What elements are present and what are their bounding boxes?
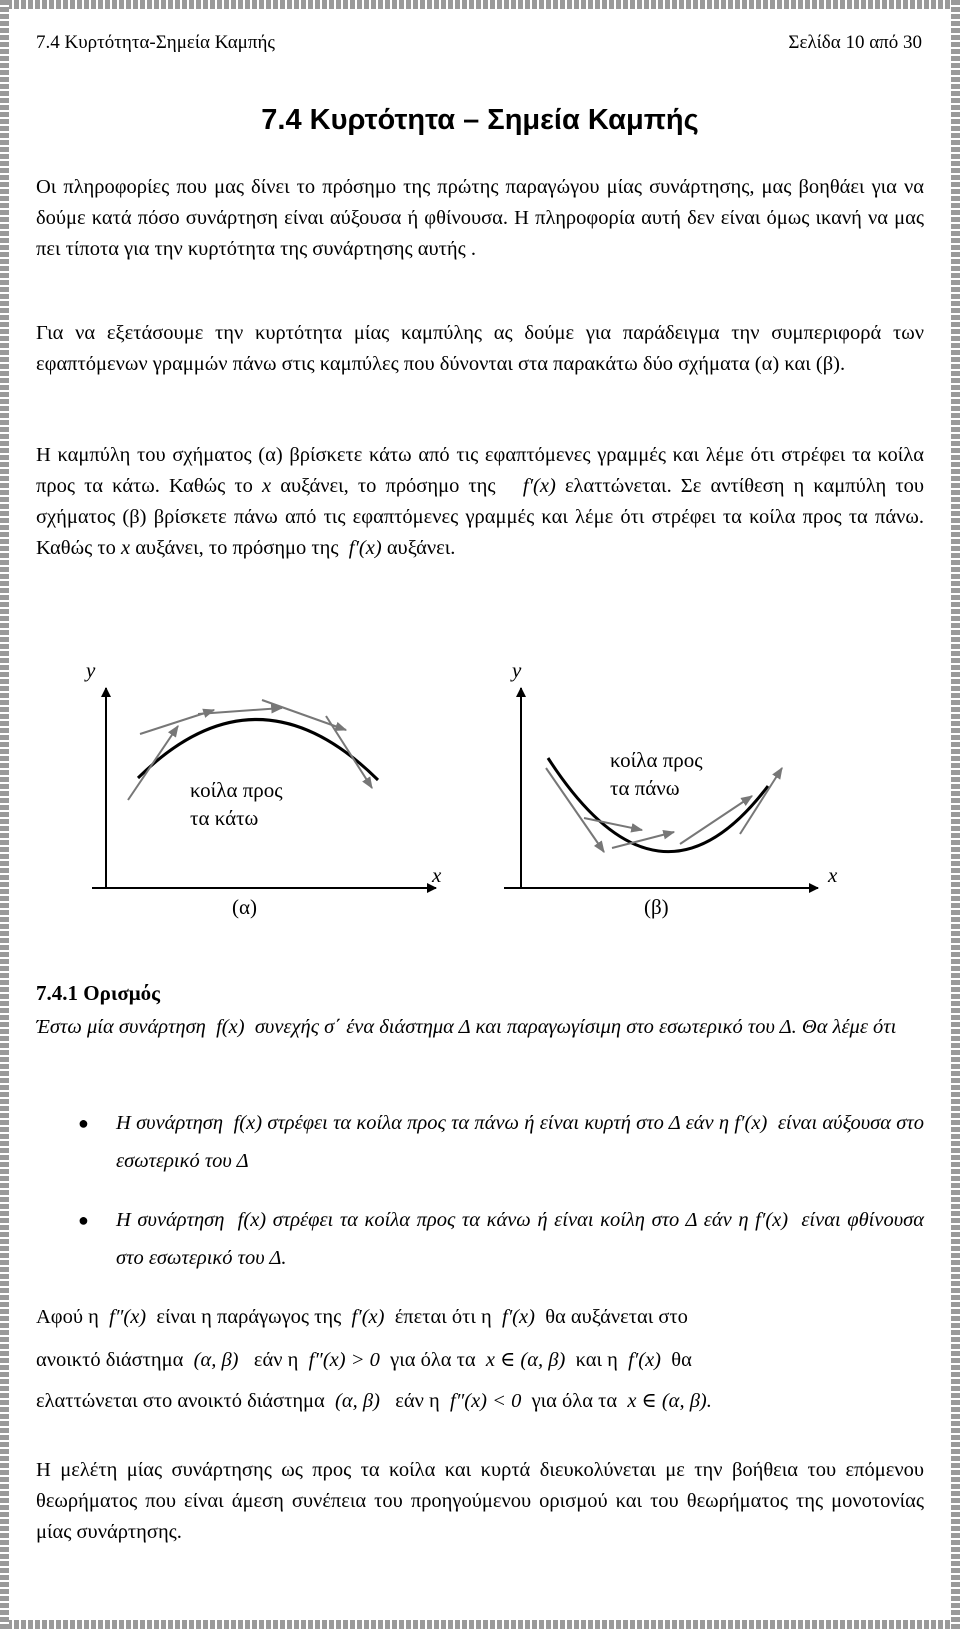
text: είναι η παράγωγος της bbox=[156, 1306, 342, 1328]
math-f-prime: f′(x) bbox=[628, 1349, 662, 1371]
math-negative-second-derivative: f″(x) < 0 bbox=[450, 1390, 522, 1412]
math-membership: x ∈ (α, β). bbox=[627, 1390, 712, 1412]
text: Αφού η bbox=[36, 1306, 99, 1328]
math-interval: (α, β) bbox=[193, 1349, 239, 1371]
y-axis-label: y bbox=[86, 658, 96, 682]
explanation-text-1: Η καμπύλη του σχήματος (α) βρίσκετε κάτω από τις εφαπτόμενες γραμμές και λέμε ότι στρέφει τα κοίλα προς τα κάτω. Καθώς το bbox=[36, 444, 924, 497]
intro-paragraph-1: Οι πληροφορίες που μας δίνει το πρόσημο της πρώτης παραγώγου μίας συνάρτησης, μας βοηθάει για να δούμε κατά πόσο συνάρτηση είναι αύξουσα ή φθίνουσα. Η πληροφορία αυτή δεν είναι όμως ικανή να μας πει τίποτα για την κυρτότητα της συνάρτησης αυτής . bbox=[36, 176, 924, 260]
text: εάν η bbox=[253, 1349, 299, 1371]
math-x: x bbox=[120, 537, 131, 559]
explanation-text-2: αυξάνει, το πρόσημο της bbox=[280, 475, 496, 497]
text: έπεται ότι η bbox=[394, 1306, 492, 1328]
definition-title: 7.4.1 Ορισμός bbox=[36, 981, 161, 1005]
page-title: 7.4 Κυρτότητα – Σημεία Καμπής bbox=[261, 104, 699, 136]
y-axis-label: y bbox=[512, 658, 522, 682]
curve-label-line-1: κοίλα προς bbox=[190, 778, 283, 802]
figure-concave-down bbox=[84, 658, 442, 919]
bullet-text-mid: στρέφει τα κοίλα προς τα πάνω ή είναι κυρτή στο Δ εάν η bbox=[267, 1112, 730, 1134]
definition-text-1: Έστω μία συνάρτηση bbox=[36, 1016, 206, 1038]
intro-paragraph-2: Για να εξετάσουμε την κυρτότητα μίας καμπύλης ας δούμε για παράδειγμα την συμπεριφορά των εφαπτόμενων γραμμών πάνω στις καμπύλες που δύνονται στα παρακάτω δύο σχήματα (α) και (β). bbox=[36, 322, 924, 375]
math-f-of-x: f(x) bbox=[237, 1209, 267, 1231]
bullet-text-start: Η συνάρτηση bbox=[116, 1209, 225, 1231]
second-derivative-line-1 bbox=[36, 1306, 924, 1329]
bullet-text-end: είναι φθίνουσα στο εσωτερικό του Δ. bbox=[116, 1209, 925, 1269]
bullet-text-end: είναι αύξουσα στο εσωτερικό του Δ bbox=[116, 1112, 924, 1172]
x-axis-label: x bbox=[828, 863, 838, 887]
concave-up-curve bbox=[548, 758, 768, 852]
text: ελαττώνεται στο ανοικτό διάστημα bbox=[36, 1390, 325, 1412]
page-number: Σελίδα 10 από 30 bbox=[788, 32, 922, 53]
bullet-text-start: Η συνάρτηση bbox=[116, 1112, 224, 1134]
curve-label-line-2: τα πάνω bbox=[610, 776, 680, 800]
explanation-text-3: ελαττώνεται. Σε αντίθεση η καμπύλη του σχήματος (β) βρίσκετε πάνω από τις εφαπτόμενες γραμμές και λέμε ότι στρέφει τα κοίλα προς τα πάνω. Καθώς το bbox=[36, 475, 925, 559]
explanation-text-4: αυξάνει, το πρόσημο της bbox=[135, 537, 339, 559]
math-interval: (α, β) bbox=[335, 1390, 380, 1412]
x-axis-label: x bbox=[432, 863, 442, 887]
math-f-prime: f′(x) bbox=[348, 537, 382, 559]
math-f-of-x: f(x) bbox=[216, 1016, 245, 1038]
figure-concave-up bbox=[504, 658, 838, 919]
curve-label-line-1: κοίλα προς bbox=[610, 748, 703, 772]
text: θα αυξάνεται στο bbox=[545, 1306, 688, 1328]
text: για όλα τα bbox=[390, 1349, 476, 1371]
page-border-top bbox=[0, 0, 960, 9]
math-f-of-x: f(x) bbox=[233, 1112, 263, 1134]
math-f-prime: f′(x) bbox=[351, 1306, 385, 1328]
page-border-bottom bbox=[0, 1620, 960, 1629]
math-f-prime: f′(x) bbox=[755, 1209, 789, 1231]
math-f-prime: f′(x) bbox=[734, 1112, 768, 1134]
closing-paragraph: Η μελέτη μίας συνάρτησης ως προς τα κοίλα και κυρτά διευκολύνεται με την βοήθεια του επόμενου θεωρήματος που είναι άμεση συνέπεια του προηγούμενου ορισμού και του θεωρήματος της μονοτονίας μίας συνάρτησης. bbox=[36, 1459, 924, 1543]
definition-bullet-convex bbox=[116, 1104, 924, 1180]
math-positive-second-derivative: f″(x) > 0 bbox=[308, 1349, 380, 1371]
concavity-figures bbox=[0, 650, 960, 930]
text: και η bbox=[575, 1349, 618, 1371]
math-x: x bbox=[261, 475, 272, 497]
math-f-prime: f′(x) bbox=[502, 1306, 535, 1328]
text: εάν η bbox=[395, 1390, 440, 1412]
bullet-marker: ● bbox=[78, 1210, 89, 1230]
text: ανοικτό διάστημα bbox=[36, 1349, 184, 1371]
curve-label-line-2: τα κάτω bbox=[190, 806, 259, 830]
definition-intro bbox=[36, 1010, 924, 1045]
text: για όλα τα bbox=[531, 1390, 618, 1412]
explanation-paragraph bbox=[36, 440, 924, 564]
bullet-marker: ● bbox=[78, 1113, 89, 1133]
math-membership: x ∈ (α, β) bbox=[485, 1349, 566, 1371]
bullet-text-mid: στρέφει τα κοίλα προς τα κάνω ή είναι κοίλη στο Δ εάν η bbox=[272, 1209, 749, 1231]
text: θα bbox=[671, 1349, 692, 1371]
second-derivative-line-2 bbox=[36, 1347, 924, 1372]
explanation-text-5: αυξάνει. bbox=[386, 537, 456, 559]
second-derivative-line-3 bbox=[36, 1388, 924, 1413]
running-header-section: 7.4 Κυρτότητα-Σημεία Καμπής bbox=[36, 32, 275, 53]
math-f-double-prime: f″(x) bbox=[109, 1306, 147, 1328]
definition-bullet-concave bbox=[116, 1201, 924, 1277]
definition-text-2: συνεχής σ΄ ένα διάστημα Δ και παραγωγίσιμη στο εσωτερικό του Δ. Θα λέμε ότι bbox=[254, 1016, 897, 1038]
figure-caption-b: (β) bbox=[644, 895, 669, 919]
math-f-prime: f′(x) bbox=[522, 475, 556, 497]
figure-caption-a: (α) bbox=[232, 895, 257, 919]
